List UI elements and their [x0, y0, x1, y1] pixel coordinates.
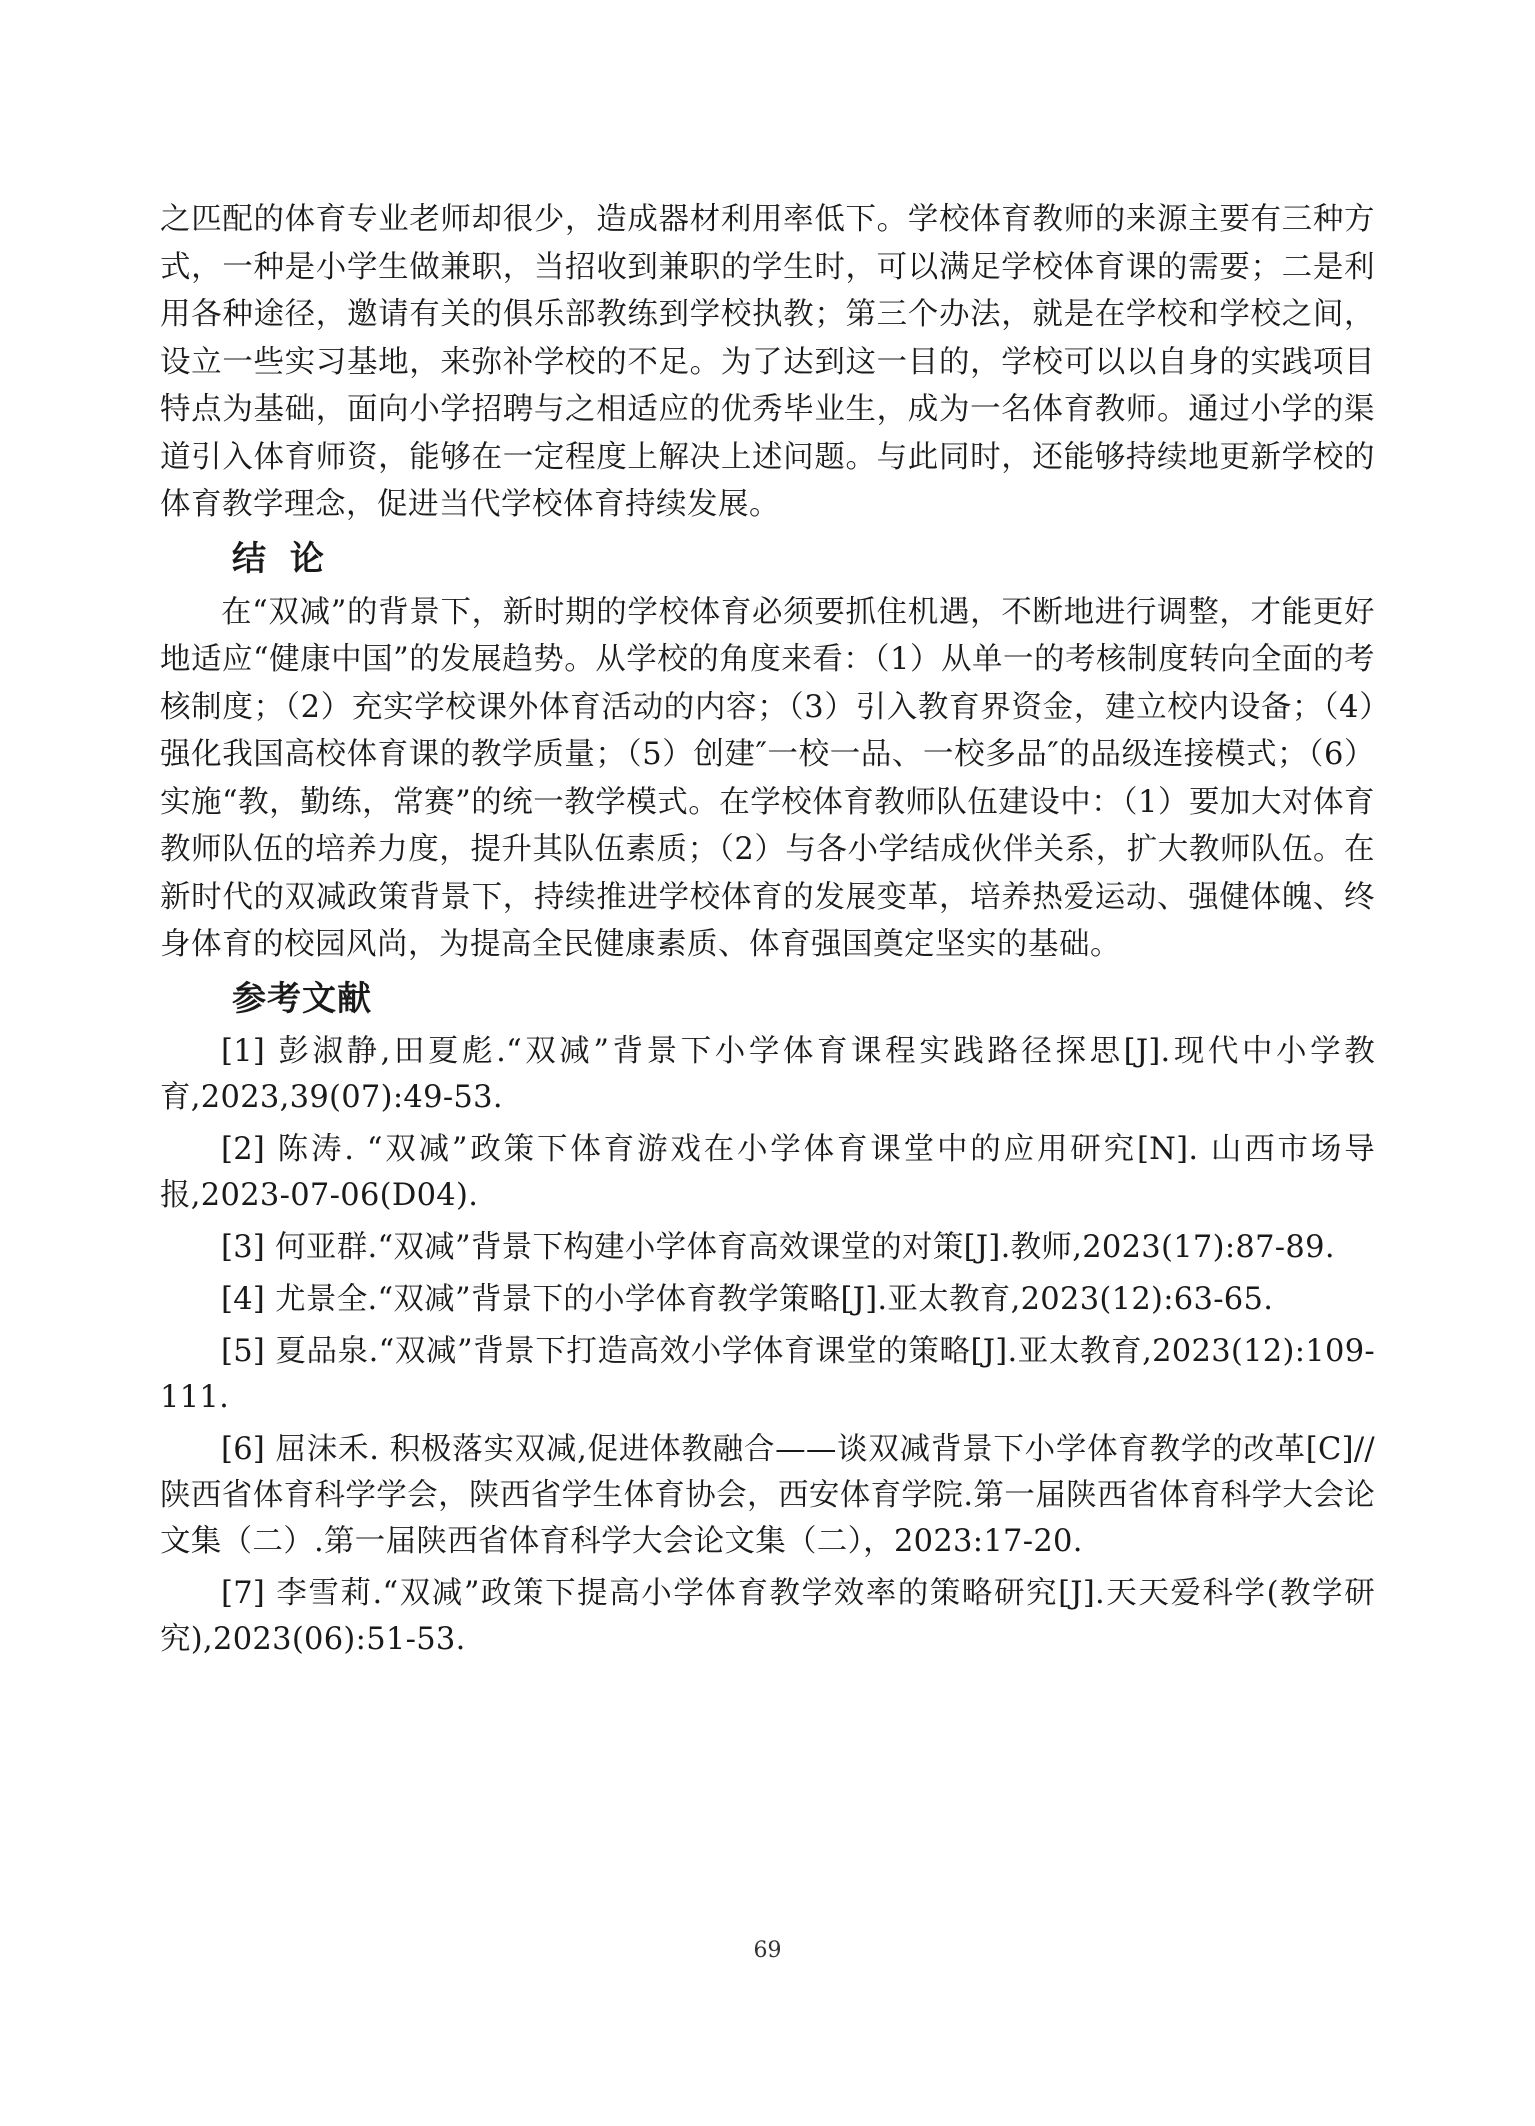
reference-item-4: [4] 尤景全.“双减”背景下的小学体育教学策略[J].亚太教育,2023(12):63-65.	[221, 1281, 1274, 1317]
page-number: 69	[753, 1938, 782, 1963]
page-content	[160, 196, 1375, 1669]
intro-paragraph: 之匹配的体育专业老师却很少，造成器材利用率低下。学校体育教师的来源主要有三种方式，一种是小学生做兼职，当招收到兼职的学生时，可以满足学校体育课的需要；二是利用各种途径，邀请有关的俱乐部教练到学校执教；第三个办法，就是在学校和学校之间，设立一些实习基地，来弥补学校的不足。为了达到这一目的，学校可以以自身的实践项目特点为基础，面向小学招聘与之相适应的优秀毕业生，成为一名体育教师。通过小学的渠道引入体育师资，能够在一定程度上解决上述问题。与此同时，还能够持续地更新学校的体育教学理念，促进当代学校体育持续发展。	[160, 202, 1375, 522]
reference-list	[160, 1029, 1375, 1663]
reference-item-2: [2] 陈涛. “双减”政策下体育游戏在小学体育课堂中的应用研究[N]. 山西市场导报,2023-07-06(D04).	[160, 1131, 1375, 1213]
conclusion-heading: 结 论	[232, 538, 330, 579]
conclusion-paragraph: 在“双减”的背景下，新时期的学校体育必须要抓住机遇，不断地进行调整，才能更好地适应“健康中国”的发展趋势。从学校的角度来看：（1）从单一的考核制度转向全面的考核制度；（2）充实学校课外体育活动的内容；（3）引入教育界资金，建立校内设备；（4）强化我国高校体育课的教学质量；（5）创建″一校一品、一校多品″的品级连接模式；（6）实施“教，勤练，常赛”的统一教学模式。在学校体育教师队伍建设中：（1）要加大对体育教师队伍的培养力度，提升其队伍素质；（2）与各小学结成伙伴关系，扩大教师队伍。在新时代的双减政策背景下，持续推进学校体育的发展变革，培养热爱运动、强健体魄、终身体育的校园风尚，为提高全民健康素质、体育强国奠定坚实的基础。	[160, 594, 1375, 962]
reference-item-5: [5] 夏品泉.“双减”背景下打造高效小学体育课堂的策略[J].亚太教育,2023(12):109-111.	[160, 1333, 1375, 1415]
reference-item-6: [6] 屈沫禾. 积极落实双减,促进体教融合——谈双减背景下小学体育教学的改革[C]//陕西省体育科学学会，陕西省学生体育协会，西安体育学院.第一届陕西省体育科学大会论文集（二）.第一届陕西省体育科学大会论文集（二），2023:17-20.	[160, 1431, 1375, 1559]
references-heading: 参考文献	[232, 978, 372, 1019]
reference-item-1: [1] 彭淑静,田夏彪.“双减”背景下小学体育课程实践路径探思[J].现代中小学教育,2023,39(07):49-53.	[160, 1033, 1375, 1115]
reference-item-7: [7] 李雪莉.“双减”政策下提高小学体育教学效率的策略研究[J].天天爱科学(教学研究),2023(06):51-53.	[160, 1575, 1375, 1657]
reference-item-3: [3] 何亚群.“双减”背景下构建小学体育高效课堂的对策[J].教师,2023(17):87-89.	[221, 1229, 1335, 1265]
